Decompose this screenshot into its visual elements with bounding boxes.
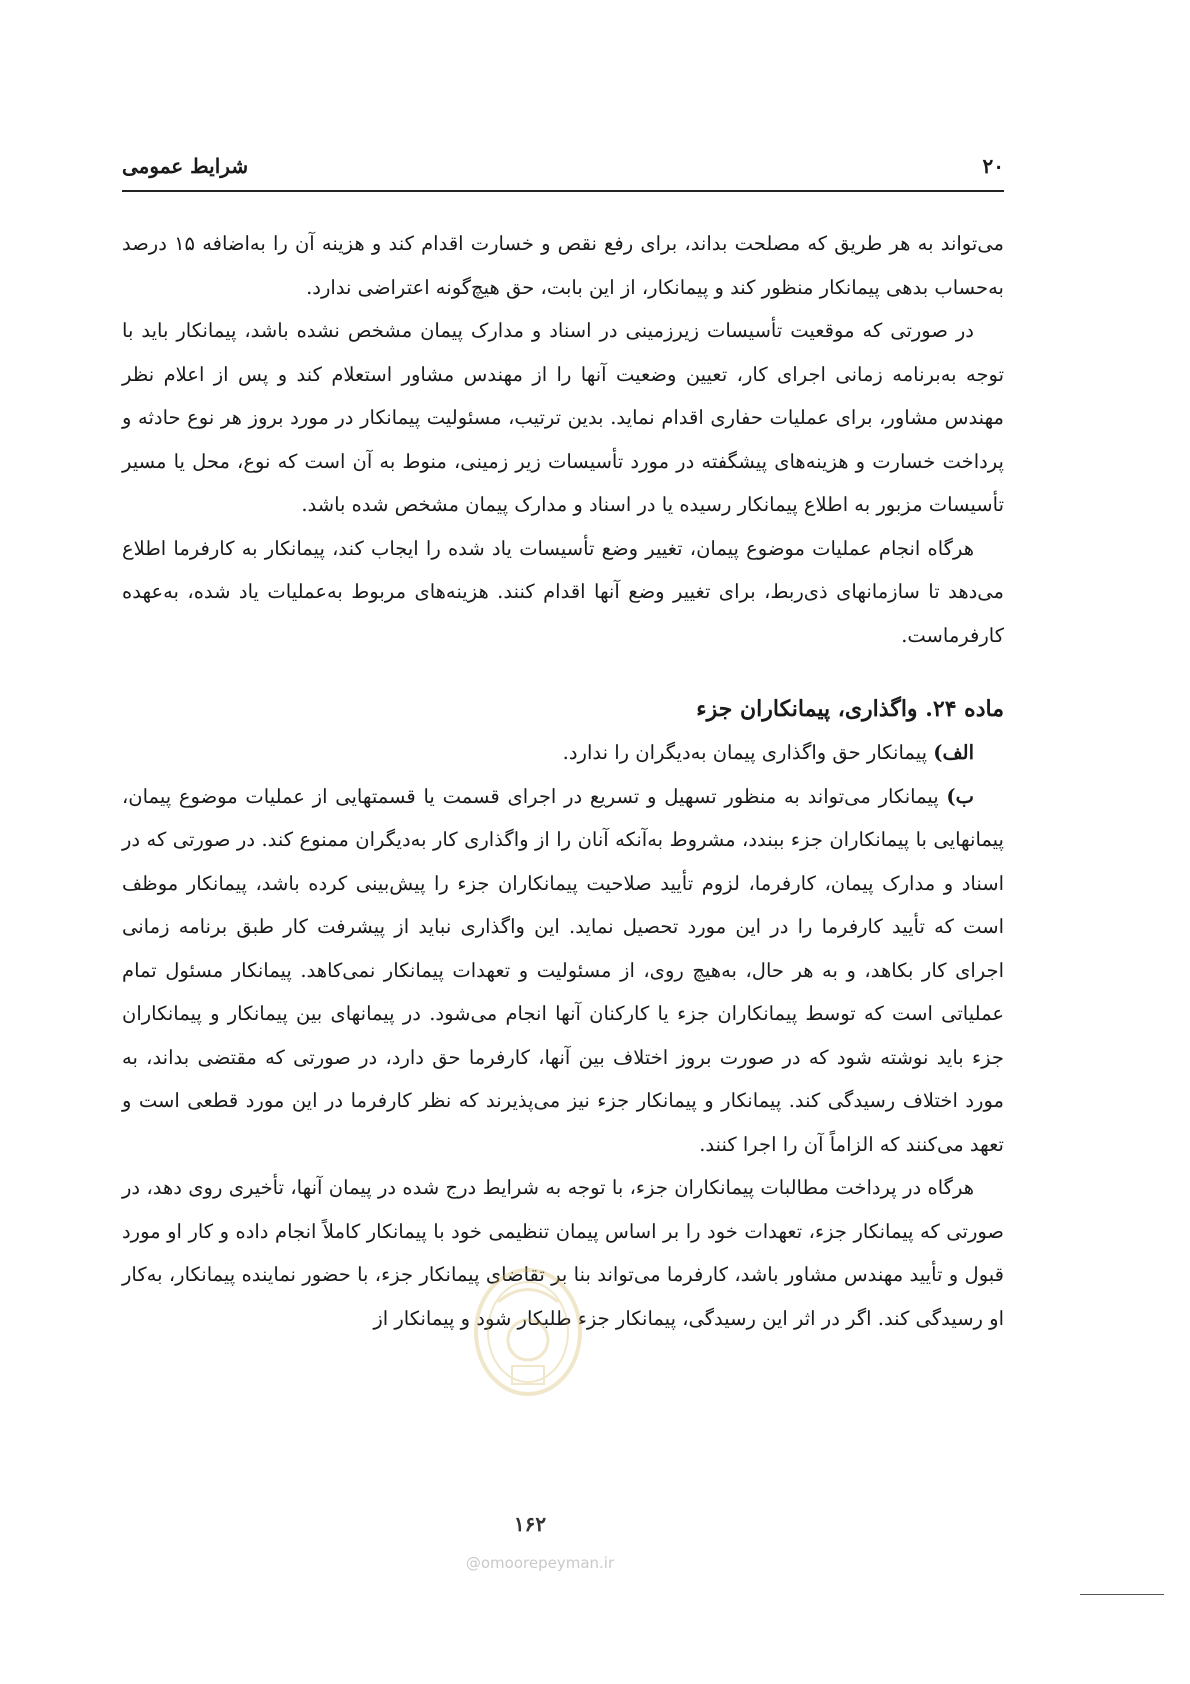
clause-a: [122, 731, 1004, 775]
watermark-seal-logo: [468, 1262, 588, 1412]
section-heading: ماده ۲۴. واگذاری، پیمانکاران جزء: [696, 696, 1004, 722]
clause-b: [122, 775, 1004, 1167]
page-header: [122, 150, 1004, 192]
paragraph-facility-relocation: هرگاه انجام عملیات موضوع پیمان، تغییر وضع تأسیسات یاد شده را ایجاب کند، پیمانکار به کارفرما اطلاع می‌دهد تا سازمانهای ذی‌ربط، برای تغییر وضع آنها اقدام کنند. هزینه‌های مربوط به‌عملیات یاد شده، به‌عهده کارفرماست.: [122, 536, 1004, 647]
header-title: شرایط عمومی: [122, 154, 249, 178]
corner-rule: [1080, 1594, 1164, 1595]
watermark-text: @omoorepeyman.ir: [465, 1554, 615, 1572]
clause-a-label: الف): [933, 741, 974, 764]
footer-page-number: ۱۶۲: [513, 1512, 547, 1536]
paragraph-underground-facilities: در صورتی که موقعیت تأسیسات زیرزمینی در اسناد و مدارک پیمان مشخص نشده باشد، پیمانکار باید با توجه به‌برنامه زمانی اجرای کار، تعیین وضعیت آنها را از مهندس مشاور استعلام کند و پس از اعلام نظر مهندس مشاور، برای عملیات حفاری اقدام نماید. بدین ترتیب، مسئولیت پیمانکار در مورد بروز هر نوع حادثه و پرداخت خسارت و هزینه‌های پیشگفته در مورد تأسیسات زیر زمینی، منوط به آن است که نوع، محل یا مسیر تأسیسات مزبور به اطلاع پیمانکار رسیده یا در اسناد و مدارک پیمان مشخص شده باشد.: [122, 319, 1004, 516]
paragraph-subcontractor-payments: هرگاه در پرداخت مطالبات پیمانکاران جزء، با توجه به شرایط درج شده در پیمان آنها، تأخیری روی دهد، در صورتی که پیمانکار جزء، تعهدات خود را بر اساس پیمان تنظیمی خود با پیمانکار کاملاً انجام داده و کار او مورد قبول و تأیید مهندس مشاور باشد، کارفرما می‌تواند بنا بر تقاضای پیمانکار جزء، با حضور نماینده پیمانکار، به‌کار او رسیدگی کند. اگر در اثر این رسیدگی، پیمانکار جزء طلبکار شود و پیمانکار از: [122, 1176, 1004, 1330]
clause-b-label: ب): [946, 784, 975, 808]
document-body: [122, 222, 1004, 1340]
clause-a-text: پیمانکار حق واگذاری پیمان به‌دیگران را ندارد.: [562, 741, 928, 764]
header-page-number: ۲۰: [982, 154, 1004, 178]
paragraph-continuation: می‌تواند به هر طریق که مصلحت بداند، برای رفع نقص و خسارت اقدام کند و هزینه آن را به‌اضافه ۱۵ درصد به‌حساب بدهی پیمانکار منظور کند و پیمانکار، از این بابت، حق هیچ‌گونه اعتراضی ندارد.: [122, 232, 1004, 299]
clause-b-text: پیمانکار می‌تواند به منظور تسهیل و تسریع در اجرای قسمت یا قسمتهایی از عملیات موضوع پیمان، پیمانهایی با پیمانکاران جزء ببندد، مشروط به‌آنکه آنان را از واگذاری کار به‌دیگران ممنوع کند. در صورتی که در اسناد و مدارک پیمان، کارفرما، لزوم تأیید صلاحیت پیمانکاران جزء را پیش‌بینی کرده باشد، پیمانکار موظف است که تأیید کارفرما را در این مورد تحصیل نماید. این واگذاری نباید از پیشرفت کار طبق برنامه زمانی اجرای کار بکاهد، و به هر حال، به‌هیچ روی، از مسئولیت و تعهدات پیمانکار نمی‌کاهد. پیمانکار مسئول تمام عملیاتی است که توسط پیمانکاران جزء یا کارکنان آنها انجام می‌شود. در پیمانهای بین پیمانکار و پیمانکاران جزء باید نوشته شود که در صورت بروز اختلاف بین آنها، کارفرما حق دارد، در صورتی که مقتضی بداند، به مورد اختلاف رسیدگی کند. پیمانکار و پیمانکار جزء نیز می‌پذیرند که نظر کارفرما در این مورد قطعی است و تعهد می‌کنند که الزاماً آن را اجرا کنند.: [122, 784, 1004, 1156]
